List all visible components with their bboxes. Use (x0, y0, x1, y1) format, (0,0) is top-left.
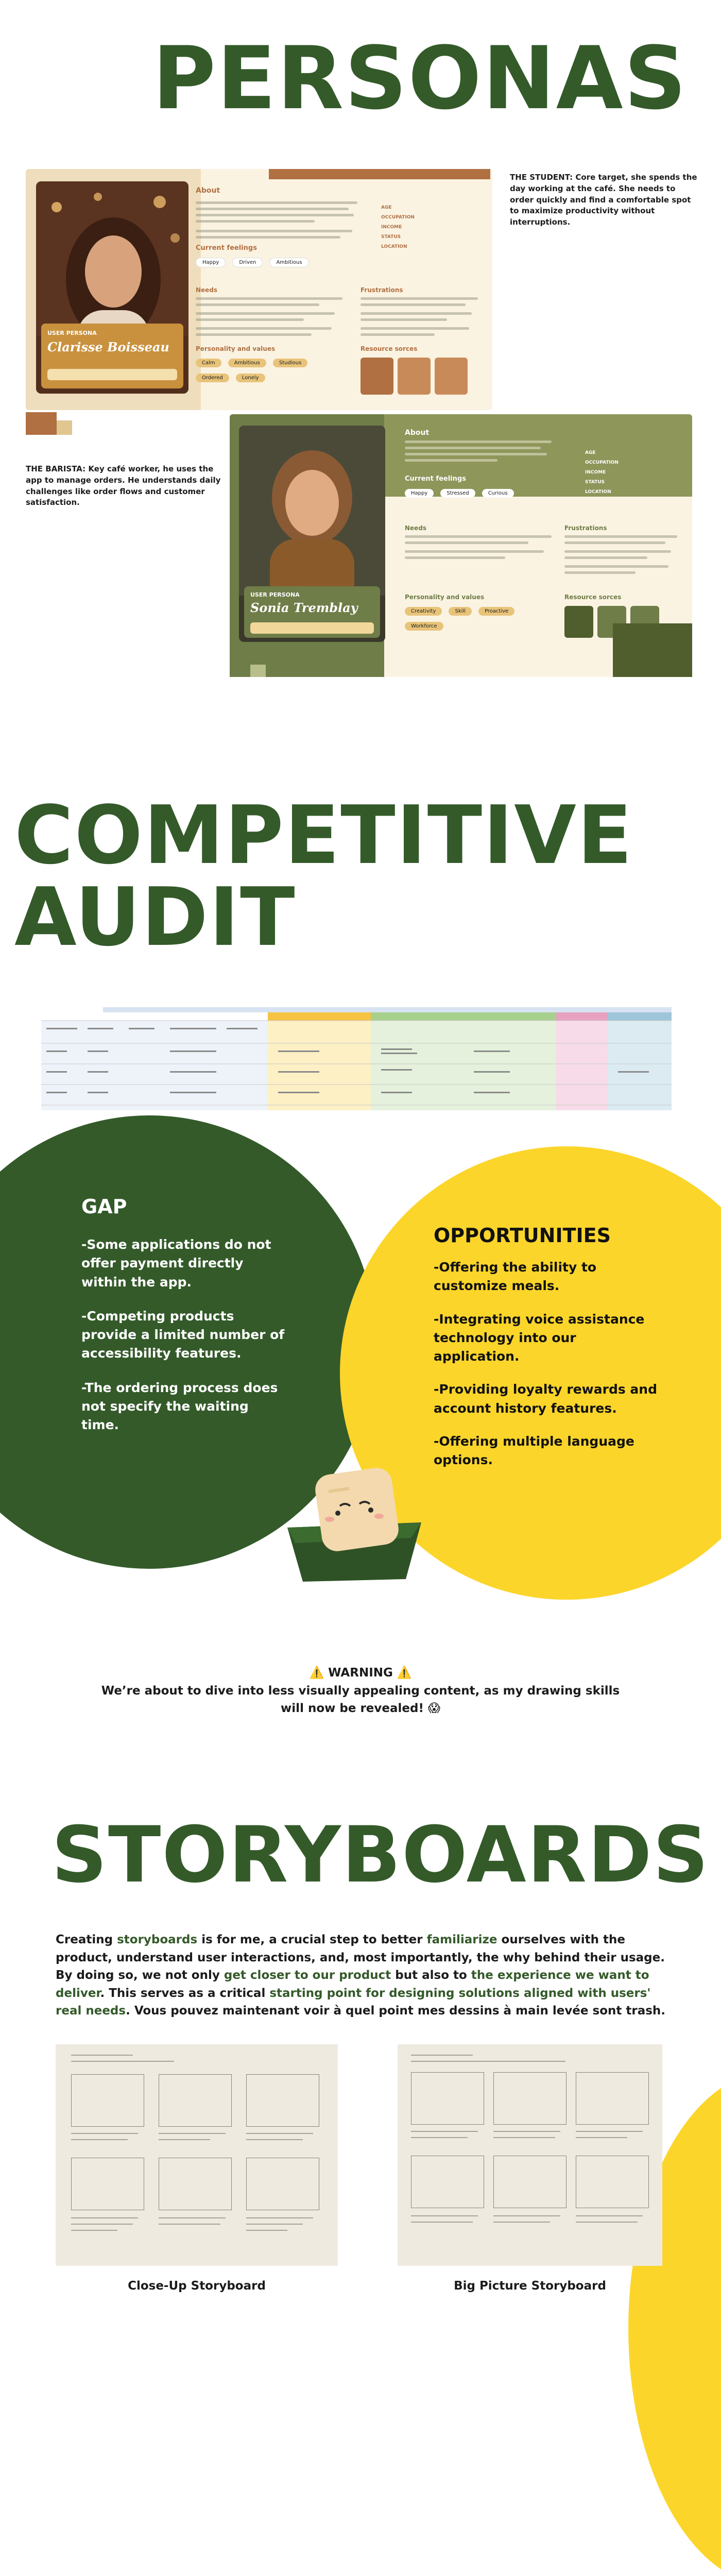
current-feelings (196, 244, 313, 267)
personality-tag: Calm (196, 359, 221, 367)
text-run: . Vous pouvez maintenant voir à quel point mes dessins à main levée sont trash. (126, 2004, 666, 2018)
info-key-occupation: OCCUPATION (585, 460, 619, 465)
decor-block (269, 169, 490, 179)
info-key-income: INCOME (381, 225, 402, 230)
student-note: THE STUDENT: Core target, she spends the day working at the café. She needs to order quickly and find a comfortable spot to maximize productivity without interruptions. (510, 173, 697, 227)
highlight-run: starting point for designing solutions aligned with users' real needs (56, 1986, 651, 2018)
personality-tag: Ambitious (228, 359, 266, 367)
info-key-location: LOCATION (381, 244, 407, 249)
gap-item: -Competing products provide a limited number of accessibility features. (81, 1308, 285, 1361)
personality-tag: Skill (449, 607, 471, 616)
decor-block (57, 420, 72, 435)
opportunity-item: -Providing loyalty rewards and account history features. (434, 1382, 657, 1416)
big-picture-storyboard-image (398, 2044, 662, 2266)
current-feelings-heading: Current feelings (405, 475, 466, 483)
highlight-run: the experience we want to deliver (56, 1969, 649, 2000)
opportunity-item: -Offering multiple language options. (434, 1433, 634, 1467)
resource-section (564, 594, 683, 605)
info-key-income: INCOME (585, 470, 606, 475)
opportunities-panel (434, 1224, 665, 1485)
persona-name-box (41, 324, 183, 388)
about-heading: About (196, 187, 220, 195)
decor-block (613, 623, 692, 677)
big-picture-storyboard-caption: Big Picture Storyboard (454, 2279, 606, 2293)
opportunity-item: -Integrating voice assistance technology into our application. (434, 1311, 645, 1364)
decor-block (230, 654, 250, 677)
gap-item: -Some applications do not offer payment directly within the app. (81, 1237, 271, 1290)
needs-heading: Needs (196, 286, 218, 294)
persona-name: Clarisse Boisseau (47, 340, 169, 354)
personas-title: PERSONAS (152, 28, 688, 129)
feeling-tag: Ambitious (269, 258, 308, 267)
persona-photo-clarisse (36, 181, 188, 394)
resource-icon-box (398, 358, 431, 395)
info-key-occupation: OCCUPATION (381, 215, 415, 220)
warning-block (77, 1664, 644, 1718)
feeling-tag: Driven (232, 258, 263, 267)
resource-icon-box (435, 358, 468, 395)
current-feelings (405, 475, 518, 498)
about-section (196, 187, 484, 195)
persona-label: USER PERSONA (47, 330, 97, 336)
personality-tag: Proactive (478, 607, 514, 616)
needs-heading: Needs (405, 524, 427, 532)
frustrations-heading: Frustrations (360, 286, 403, 294)
info-keys (585, 448, 688, 497)
personality-tag: Ordered (196, 374, 229, 382)
gap-panel (81, 1195, 287, 1450)
about-text-lines (196, 198, 366, 242)
resource-heading: Resource sorces (564, 594, 622, 601)
persona-name-box (244, 586, 380, 638)
current-feelings-heading: Current feelings (196, 244, 257, 252)
frustrations-section (360, 286, 484, 340)
personality-heading: Personality and values (405, 594, 485, 601)
barista-note: THE BARISTA: Key café worker, he uses the app to manage orders. He understands daily challenges like order flows and customer satisfaction. (26, 464, 221, 507)
info-keys (381, 203, 484, 252)
personality-section (405, 594, 559, 631)
decor-block (26, 412, 57, 435)
persona-photo-sonia (239, 426, 385, 642)
decor-block (250, 665, 266, 677)
personality-tag: Studious (273, 359, 307, 367)
info-key-age: AGE (585, 450, 596, 455)
personality-tag: Lonely (236, 374, 265, 382)
text-run: is for me, a crucial step to better (197, 1933, 427, 1946)
persona-quote-box (47, 369, 177, 380)
feeling-tag: Stressed (440, 489, 475, 498)
resource-icon-box (564, 606, 593, 638)
personality-tag: Creativity (405, 607, 442, 616)
personality-tag: Workforce (405, 622, 443, 631)
sad-cup-mascot-icon (272, 1466, 432, 1589)
resource-section (360, 345, 484, 357)
storyboards-title: STORYBOARDS (52, 1810, 710, 1900)
mascot-illustration (272, 1466, 432, 1589)
audit-title-line2: AUDIT (14, 870, 296, 964)
about-section (405, 429, 559, 465)
feeling-tag: Happy (405, 489, 434, 498)
persona-label: USER PERSONA (250, 591, 300, 598)
audit-table-graphic (41, 1007, 672, 1110)
frustrations-heading: Frustrations (564, 524, 607, 532)
text-run: Creating (56, 1933, 117, 1946)
info-key-status: STATUS (585, 480, 605, 485)
close-up-storyboard-caption: Close-Up Storyboard (128, 2279, 266, 2293)
gap-item: -The ordering process does not specify the waiting time. (81, 1380, 278, 1432)
persona-name: Sonia Tremblay (250, 600, 358, 615)
info-key-age: AGE (381, 205, 392, 210)
opportunities-heading: OPPORTUNITIES (434, 1224, 611, 1247)
storyboards-paragraph (56, 1931, 668, 2020)
persona-card-clarisse (26, 169, 492, 410)
resource-heading: Resource sorces (360, 345, 418, 352)
highlight-run: familiarize (426, 1933, 497, 1946)
text-run: but also to (391, 1969, 471, 1982)
highlight-run: storyboards (117, 1933, 198, 1946)
needs-section (196, 286, 350, 340)
warning-text: We’re about to dive into less visually appealing content, as my drawing skills (101, 1684, 620, 1698)
persona-quote-box (250, 622, 374, 634)
highlight-run: get closer to our product (224, 1969, 391, 1982)
about-heading: About (405, 429, 430, 437)
warning-title: ⚠️ WARNING ⚠️ (309, 1666, 412, 1680)
opportunity-item: -Offering the ability to customize meals. (434, 1260, 597, 1294)
close-up-storyboard-image (56, 2044, 338, 2266)
needs-section (405, 524, 559, 563)
text-run: . This serves as a critical (100, 1986, 270, 2000)
personality-heading: Personality and values (196, 345, 276, 352)
audit-title (14, 788, 633, 964)
personality-section (196, 345, 350, 382)
feeling-tag: Curious (482, 489, 514, 498)
info-key-location: LOCATION (585, 489, 611, 495)
feeling-tag: Happy (196, 258, 226, 267)
frustrations-section (564, 524, 683, 578)
audit-title-line1: COMPETITIVE (14, 788, 633, 882)
resource-icon-box (360, 358, 393, 395)
gap-heading: GAP (81, 1195, 127, 1218)
info-key-status: STATUS (381, 234, 401, 240)
audit-table (41, 1007, 672, 1110)
warning-text: will now be revealed! 😱 (281, 1702, 440, 1715)
text-run: ourselves with the product, understand user interactions, and, most importantly, the why behind their usage. By doing so, we not only (56, 1933, 665, 1982)
